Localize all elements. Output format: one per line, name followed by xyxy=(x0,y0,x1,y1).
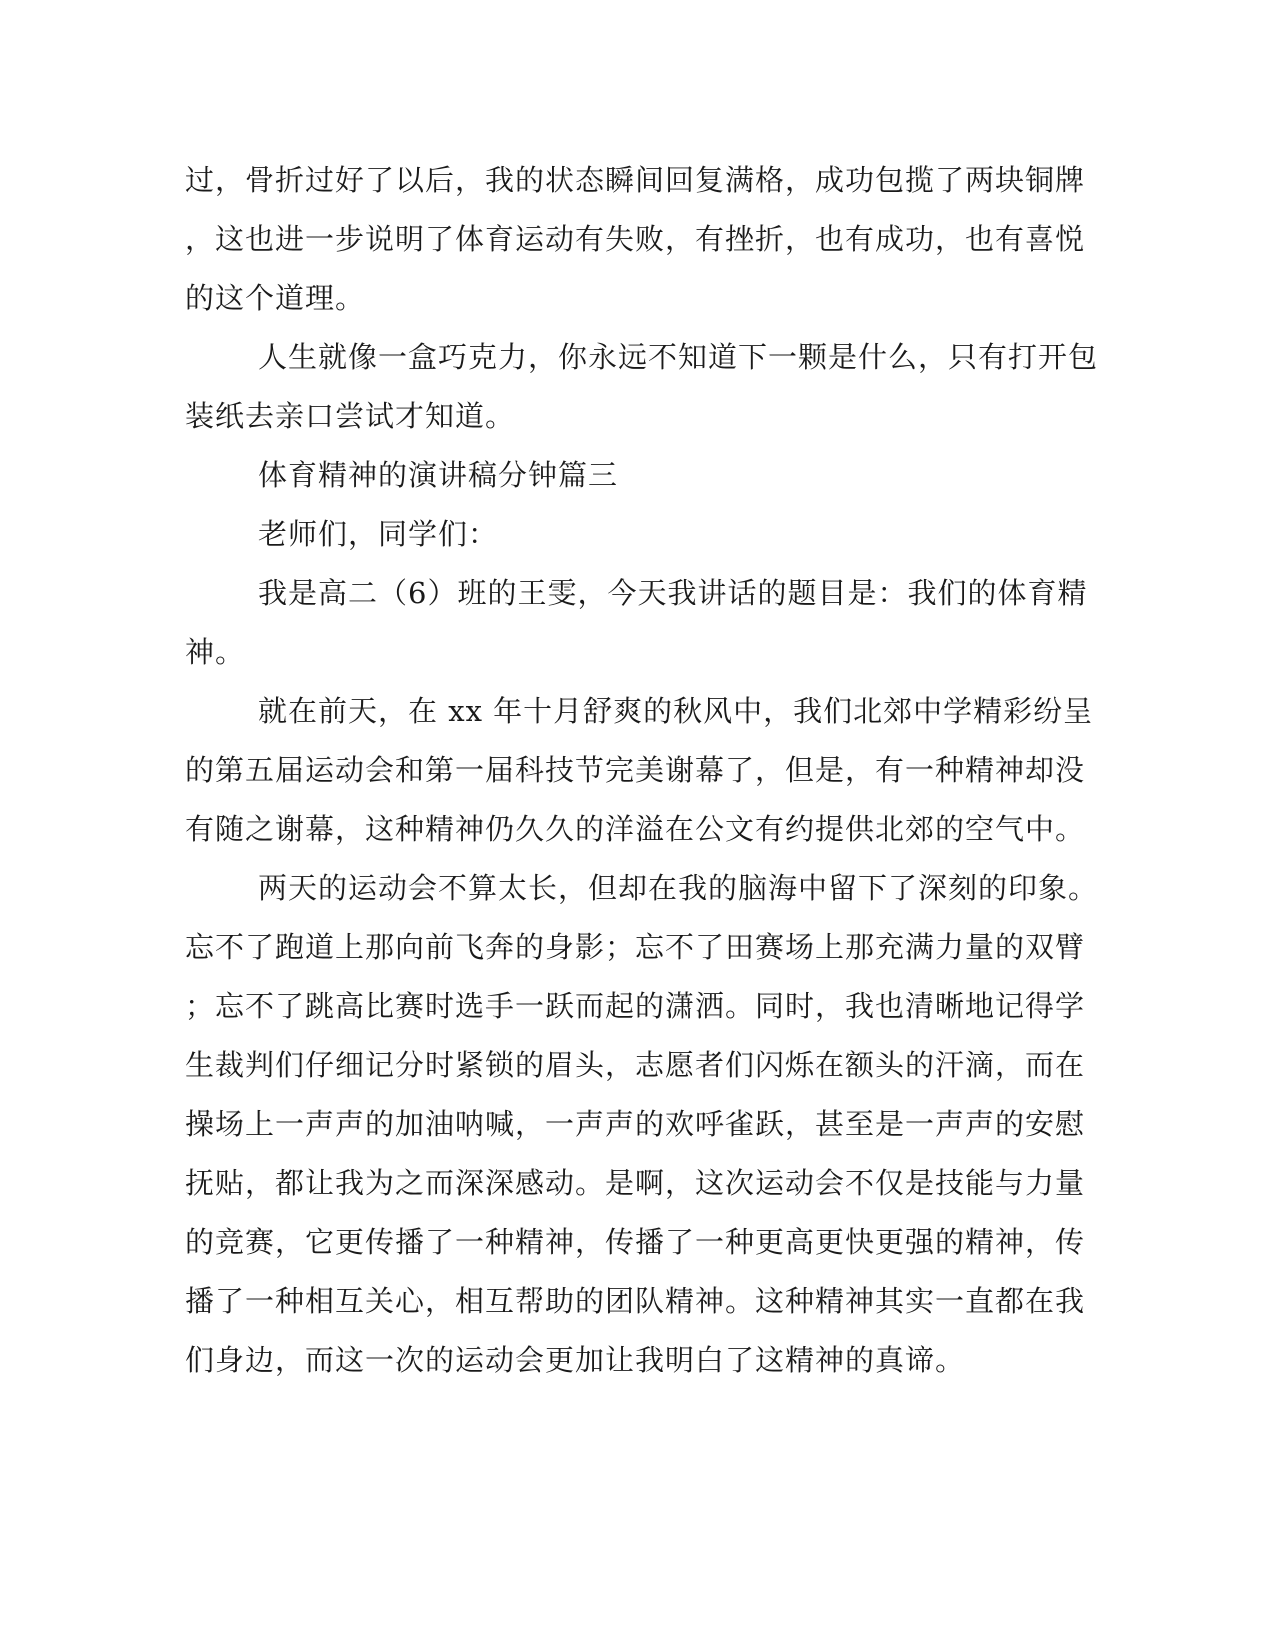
text-line: 操场上一声声的加油呐喊，一声声的欢呼雀跃，甚至是一声声的安慰 xyxy=(185,1107,1086,1141)
text-line: ；忘不了跳高比赛时选手一跃而起的潇洒。同时，我也清晰地记得学 xyxy=(185,989,1086,1023)
text-line: 我是高二（6）班的王雯，今天我讲话的题目是：我们的体育精 xyxy=(258,576,1088,610)
text-line: 人生就像一盒巧克力，你永远不知道下一颗是什么，只有打开包 xyxy=(258,340,1099,374)
text-line: 的竞赛，它更传播了一种精神，传播了一种更高更快更强的精神，传 xyxy=(185,1225,1086,1259)
text-line: 们身边，而这一次的运动会更加让我明白了这精神的真谛。 xyxy=(185,1343,966,1377)
text-line: 有随之谢幕，这种精神仍久久的洋溢在公文有约提供北郊的空气中。 xyxy=(185,812,1086,846)
text-line: ，这也进一步说明了体育运动有失败，有挫折，也有成功，也有喜悦 xyxy=(185,222,1086,256)
text-line: 播了一种相互关心，相互帮助的团队精神。这种精神其实一直都在我 xyxy=(185,1284,1086,1318)
text-line: 神。 xyxy=(185,635,246,669)
text-line: 就在前天，在 xx 年十月舒爽的秋风中，我们北郊中学精彩纷呈 xyxy=(258,694,1094,728)
text-line: 过，骨折过好了以后，我的状态瞬间回复满格，成功包揽了两块铜牌 xyxy=(185,163,1086,197)
text-line: 的这个道理。 xyxy=(185,281,366,315)
text-line: 抚贴，都让我为之而深深感动。是啊，这次运动会不仅是技能与力量 xyxy=(185,1166,1086,1200)
text-line: 忘不了跑道上那向前飞奔的身影；忘不了田赛场上那充满力量的双臂 xyxy=(185,930,1086,964)
text-line: 生裁判们仔细记分时紧锁的眉头，志愿者们闪烁在额头的汗滴，而在 xyxy=(185,1048,1086,1082)
section-heading: 体育精神的演讲稿分钟篇三 xyxy=(258,458,619,492)
text-line: 装纸去亲口尝试才知道。 xyxy=(185,399,516,433)
text-line: 的第五届运动会和第一届科技节完美谢幕了，但是，有一种精神却没 xyxy=(185,753,1086,787)
text-line: 两天的运动会不算太长，但却在我的脑海中留下了深刻的印象。 xyxy=(258,871,1099,905)
salutation: 老师们，同学们： xyxy=(258,517,499,551)
